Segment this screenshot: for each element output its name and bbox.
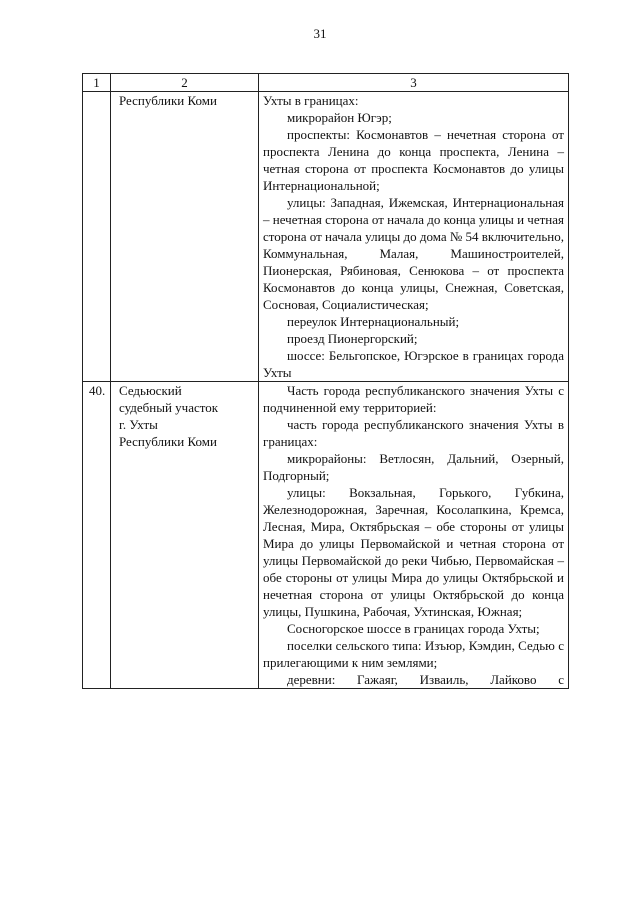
territory-paragraph: проспекты: Космонавтов – нечетная сторона от проспекта Ленина до конца проспекта, Ленина – четная сторона от проспекта Космонавтов до улицы Интернациональной;: [263, 127, 564, 193]
territory-paragraph: Ухты в границах:: [263, 93, 359, 108]
court-name-line: Седьюский: [119, 383, 182, 398]
territory-paragraph: часть города республиканского значения Ухты в границах:: [263, 417, 564, 449]
header-cell-2: 2: [111, 74, 259, 92]
court-districts-table: [82, 73, 569, 689]
territory-paragraph: Сосногорское шоссе в границах города Ухты;: [287, 621, 540, 636]
territory-cell: [259, 382, 569, 689]
header-cell-3: 3: [259, 74, 569, 92]
court-name-line: Республики Коми: [119, 93, 217, 108]
territory-paragraph: шоссе: Бельгопское, Югэрское в границах города Ухты: [263, 348, 564, 380]
territory-paragraph: микрорайон Югэр;: [287, 110, 392, 125]
row-number: [83, 92, 111, 382]
table-row: [83, 382, 569, 689]
territory-paragraph: улицы: Западная, Ижемская, Интернациональная – нечетная сторона от начала до конца улицы и четная сторона от начала улицы до дома № 54 включительно, Коммунальная, Малая, Машиностроителей, Пионерская, Рябиновая, Сенюкова – от проспекта Космонавтов до конца улицы, Снежная, Советская, Сосновая, Социалистическая;: [263, 195, 564, 312]
court-name-line: г. Ухты: [119, 417, 158, 432]
court-name-line: судебный участок: [119, 400, 219, 415]
table-header-row: [83, 74, 569, 92]
territory-paragraph: деревни: Гажаяг, Изваиль, Лайково с: [287, 672, 564, 687]
page-number: 31: [313, 26, 327, 41]
territory-cell: [259, 92, 569, 382]
territory-paragraph: проезд Пионергорский;: [287, 331, 418, 346]
table-row: [83, 92, 569, 382]
territory-paragraph: микрорайоны: Ветлосян, Дальний, Озерный, Подгорный;: [263, 451, 564, 483]
territory-paragraph: переулок Интернациональный;: [287, 314, 460, 329]
header-cell-1: 1: [83, 74, 111, 92]
territory-paragraph: улицы: Вокзальная, Горького, Губкина, Железнодорожная, Заречная, Косолапкина, Кремса, Лесная, Мира, Октябрьская – обе стороны от улицы Мира до улицы Первомайской и четная сторона от улицы Первомайской до реки Чибью, Первомайская – обе стороны от улицы Мира до улицы Октябрьской и нечетная сторона от улицы Октябрьской до конца улицы, Пушкина, Рабочая, Ухтинская, Южная;: [263, 485, 564, 619]
row-number: 40.: [83, 382, 111, 689]
court-name-cell: [111, 92, 259, 382]
court-name-cell: [111, 382, 259, 689]
territory-paragraph: поселки сельского типа: Изъюр, Кэмдин, Седью с прилегающими к ним землями;: [263, 638, 564, 670]
territory-paragraph: Часть города республиканского значения Ухты с подчиненной ему территорией:: [263, 383, 564, 415]
court-name-line: Республики Коми: [119, 434, 217, 449]
